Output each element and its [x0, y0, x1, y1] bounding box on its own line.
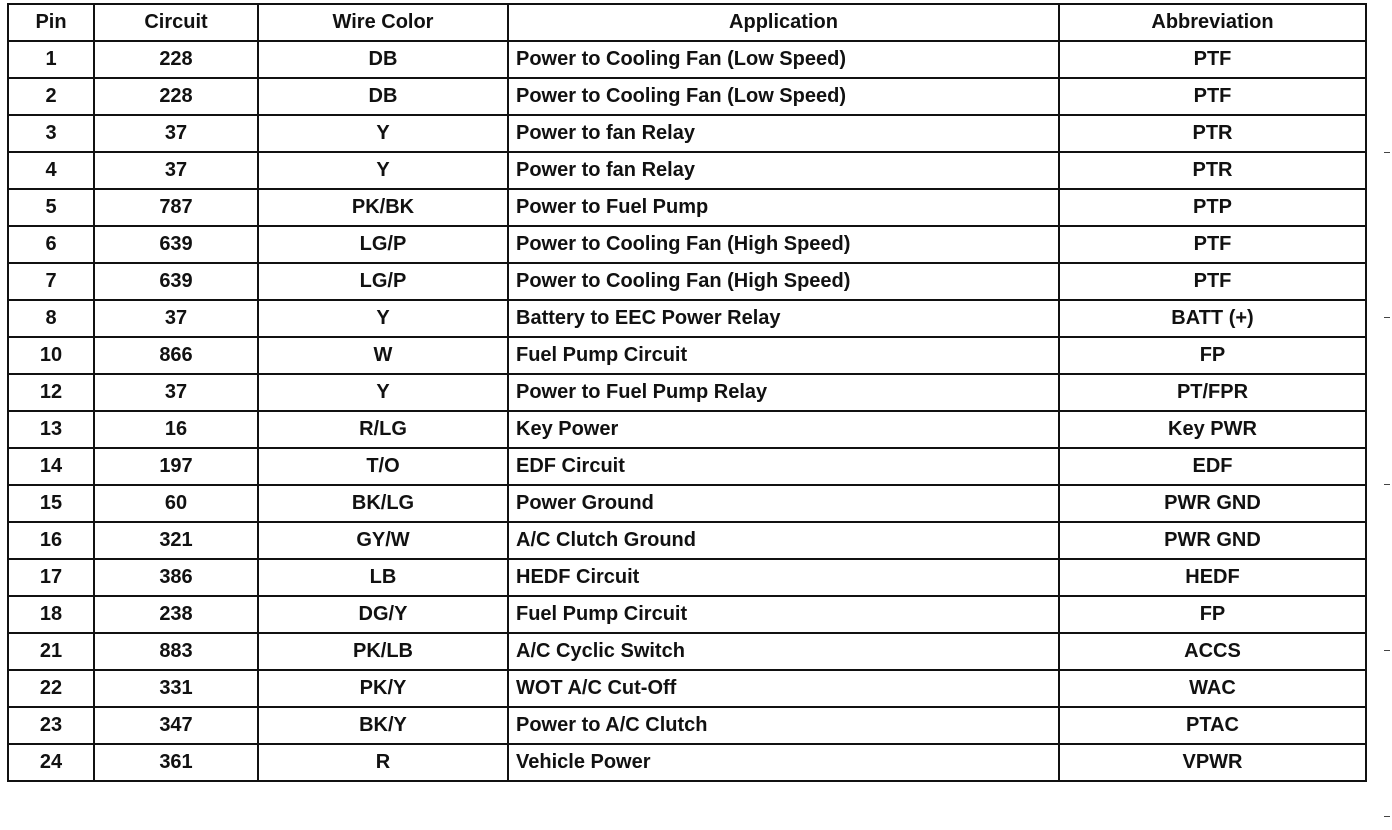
- header-application: Application: [508, 4, 1059, 41]
- cell-pin: 21: [8, 633, 94, 670]
- cell-abbreviation: WAC: [1059, 670, 1366, 707]
- cell-application: A/C Clutch Ground: [508, 522, 1059, 559]
- cell-abbreviation: BATT (+): [1059, 300, 1366, 337]
- table-row: [8, 115, 1366, 152]
- cell-pin: 14: [8, 448, 94, 485]
- table-row: [8, 189, 1366, 226]
- table-row: [8, 78, 1366, 115]
- header-abbreviation: Abbreviation: [1059, 4, 1366, 41]
- table-row: [8, 596, 1366, 633]
- table-body: [8, 41, 1366, 781]
- cell-abbreviation: PTF: [1059, 263, 1366, 300]
- cell-circuit: 321: [94, 522, 258, 559]
- cell-pin: 16: [8, 522, 94, 559]
- table-row: [8, 485, 1366, 522]
- cell-pin: 4: [8, 152, 94, 189]
- cell-circuit: 37: [94, 115, 258, 152]
- cell-pin: 17: [8, 559, 94, 596]
- cell-application: Power to Fuel Pump Relay: [508, 374, 1059, 411]
- cell-application: Power to Fuel Pump: [508, 189, 1059, 226]
- cell-abbreviation: FP: [1059, 337, 1366, 374]
- cell-application: Power to fan Relay: [508, 115, 1059, 152]
- cell-application: Vehicle Power: [508, 744, 1059, 781]
- cell-application: HEDF Circuit: [508, 559, 1059, 596]
- table-row: [8, 522, 1366, 559]
- cell-pin: 1: [8, 41, 94, 78]
- pin-circuit-table: [7, 3, 1367, 782]
- cell-wire-color: GY/W: [258, 522, 508, 559]
- cell-pin: 3: [8, 115, 94, 152]
- cell-abbreviation: PTR: [1059, 115, 1366, 152]
- cell-abbreviation: PTP: [1059, 189, 1366, 226]
- header-circuit: Circuit: [94, 4, 258, 41]
- cell-wire-color: DB: [258, 41, 508, 78]
- cell-circuit: 238: [94, 596, 258, 633]
- cell-application: EDF Circuit: [508, 448, 1059, 485]
- cell-pin: 6: [8, 226, 94, 263]
- margin-tick: [1384, 317, 1390, 318]
- cell-abbreviation: PT/FPR: [1059, 374, 1366, 411]
- cell-wire-color: PK/LB: [258, 633, 508, 670]
- table-row: [8, 411, 1366, 448]
- table-row: [8, 374, 1366, 411]
- margin-tick: [1384, 650, 1390, 651]
- cell-wire-color: BK/LG: [258, 485, 508, 522]
- cell-application: Power to Cooling Fan (Low Speed): [508, 41, 1059, 78]
- cell-circuit: 37: [94, 152, 258, 189]
- cell-application: Power to Cooling Fan (High Speed): [508, 226, 1059, 263]
- cell-wire-color: PK/Y: [258, 670, 508, 707]
- cell-pin: 8: [8, 300, 94, 337]
- cell-abbreviation: PTF: [1059, 78, 1366, 115]
- cell-application: Fuel Pump Circuit: [508, 337, 1059, 374]
- cell-pin: 7: [8, 263, 94, 300]
- header-wire-color: Wire Color: [258, 4, 508, 41]
- cell-pin: 15: [8, 485, 94, 522]
- cell-circuit: 347: [94, 707, 258, 744]
- cell-wire-color: PK/BK: [258, 189, 508, 226]
- cell-abbreviation: PWR GND: [1059, 522, 1366, 559]
- margin-tick: [1384, 816, 1390, 817]
- table-row: [8, 337, 1366, 374]
- cell-abbreviation: PTF: [1059, 226, 1366, 263]
- cell-application: WOT A/C Cut-Off: [508, 670, 1059, 707]
- cell-pin: 18: [8, 596, 94, 633]
- cell-abbreviation: Key PWR: [1059, 411, 1366, 448]
- cell-application: Key Power: [508, 411, 1059, 448]
- cell-wire-color: Y: [258, 115, 508, 152]
- cell-abbreviation: FP: [1059, 596, 1366, 633]
- cell-abbreviation: HEDF: [1059, 559, 1366, 596]
- table-row: [8, 633, 1366, 670]
- table-row: [8, 226, 1366, 263]
- cell-pin: 13: [8, 411, 94, 448]
- cell-circuit: 228: [94, 41, 258, 78]
- table-row: [8, 707, 1366, 744]
- cell-abbreviation: PTAC: [1059, 707, 1366, 744]
- cell-application: Power to Cooling Fan (High Speed): [508, 263, 1059, 300]
- cell-wire-color: R/LG: [258, 411, 508, 448]
- cell-circuit: 331: [94, 670, 258, 707]
- table-row: [8, 41, 1366, 78]
- table-row: [8, 670, 1366, 707]
- cell-application: Battery to EEC Power Relay: [508, 300, 1059, 337]
- margin-tick: [1384, 152, 1390, 153]
- cell-abbreviation: VPWR: [1059, 744, 1366, 781]
- cell-wire-color: LB: [258, 559, 508, 596]
- cell-application: Power to A/C Clutch: [508, 707, 1059, 744]
- cell-abbreviation: PWR GND: [1059, 485, 1366, 522]
- cell-circuit: 37: [94, 374, 258, 411]
- table-row: [8, 263, 1366, 300]
- table-row: [8, 300, 1366, 337]
- cell-application: Fuel Pump Circuit: [508, 596, 1059, 633]
- cell-wire-color: Y: [258, 374, 508, 411]
- cell-circuit: 228: [94, 78, 258, 115]
- cell-pin: 22: [8, 670, 94, 707]
- cell-application: A/C Cyclic Switch: [508, 633, 1059, 670]
- cell-wire-color: T/O: [258, 448, 508, 485]
- margin-tick-marks: [1372, 0, 1392, 830]
- table-row: [8, 448, 1366, 485]
- cell-circuit: 386: [94, 559, 258, 596]
- cell-wire-color: DG/Y: [258, 596, 508, 633]
- cell-pin: 10: [8, 337, 94, 374]
- cell-abbreviation: EDF: [1059, 448, 1366, 485]
- cell-pin: 23: [8, 707, 94, 744]
- cell-circuit: 16: [94, 411, 258, 448]
- table-row: [8, 744, 1366, 781]
- cell-circuit: 866: [94, 337, 258, 374]
- cell-circuit: 883: [94, 633, 258, 670]
- cell-wire-color: W: [258, 337, 508, 374]
- cell-pin: 5: [8, 189, 94, 226]
- cell-circuit: 197: [94, 448, 258, 485]
- cell-wire-color: R: [258, 744, 508, 781]
- cell-wire-color: LG/P: [258, 263, 508, 300]
- header-pin: Pin: [8, 4, 94, 41]
- cell-wire-color: DB: [258, 78, 508, 115]
- cell-wire-color: Y: [258, 152, 508, 189]
- cell-circuit: 639: [94, 263, 258, 300]
- cell-circuit: 37: [94, 300, 258, 337]
- cell-application: Power to Cooling Fan (Low Speed): [508, 78, 1059, 115]
- cell-circuit: 60: [94, 485, 258, 522]
- cell-abbreviation: ACCS: [1059, 633, 1366, 670]
- cell-circuit: 361: [94, 744, 258, 781]
- margin-tick: [1384, 484, 1390, 485]
- cell-abbreviation: PTF: [1059, 41, 1366, 78]
- table-row: [8, 559, 1366, 596]
- cell-wire-color: BK/Y: [258, 707, 508, 744]
- cell-pin: 12: [8, 374, 94, 411]
- cell-wire-color: LG/P: [258, 226, 508, 263]
- cell-application: Power Ground: [508, 485, 1059, 522]
- table-row: [8, 152, 1366, 189]
- cell-circuit: 787: [94, 189, 258, 226]
- cell-pin: 2: [8, 78, 94, 115]
- cell-pin: 24: [8, 744, 94, 781]
- cell-abbreviation: PTR: [1059, 152, 1366, 189]
- cell-circuit: 639: [94, 226, 258, 263]
- cell-application: Power to fan Relay: [508, 152, 1059, 189]
- cell-wire-color: Y: [258, 300, 508, 337]
- table-header-row: [8, 4, 1366, 41]
